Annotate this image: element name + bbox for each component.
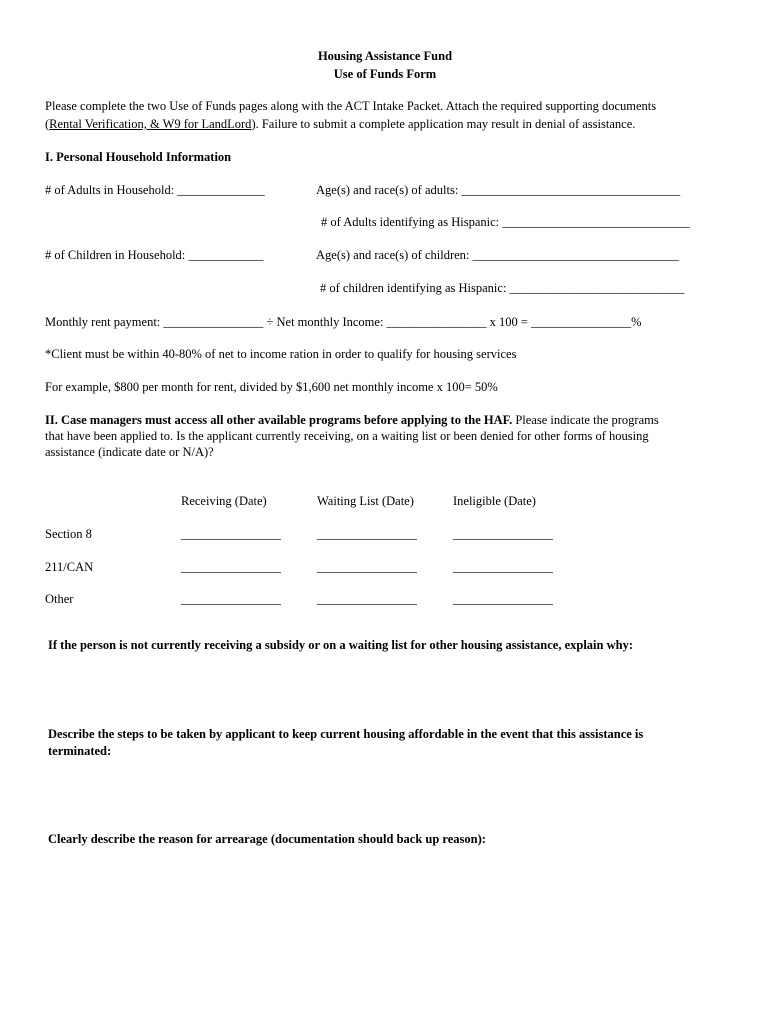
question-no-subsidy: If the person is not currently receiving a subsidy or on a waiting list for other housing assistance, explain why:: [48, 638, 633, 652]
column-waiting-list: Waiting List (Date): [317, 494, 414, 508]
supporting-docs-text: Rental Verification, & W9 for LandLord: [49, 117, 252, 131]
other-receiving-field[interactable]: ________________: [181, 592, 281, 606]
row-label-other: Other: [45, 592, 74, 606]
child-ages-field[interactable]: Age(s) and race(s) of children: _________________________________: [316, 248, 679, 262]
section-2-instructions: Please indicate the programs: [512, 413, 659, 427]
section-2-line-2: that have been applied to. Is the applicant currently receiving, on a waiting list or been denied for other forms of housing: [45, 429, 649, 443]
eligibility-note: *Client must be within 40-80% of net to income ration in order to qualify for housing services: [45, 347, 517, 361]
rent-ratio-formula[interactable]: Monthly rent payment: ________________ ÷ Net monthly Income: ________________ x 100 = ________________%: [45, 315, 642, 329]
row-label-section8: Section 8: [45, 527, 92, 541]
section-2-line-3: assistance (indicate date or N/A)?: [45, 445, 214, 459]
column-receiving: Receiving (Date): [181, 494, 267, 508]
form-title: Housing Assistance Fund: [317, 49, 453, 63]
section8-ineligible-field[interactable]: ________________: [453, 527, 553, 541]
column-ineligible: Ineligible (Date): [453, 494, 536, 508]
adult-ages-field[interactable]: Age(s) and race(s) of adults: ___________________________________: [316, 183, 681, 197]
question-arrearage: Clearly describe the reason for arrearage (documentation should back up reason):: [48, 832, 486, 846]
211can-ineligible-field[interactable]: ________________: [453, 560, 553, 574]
intro-open-paren: (: [45, 117, 50, 131]
adults-count-field[interactable]: # of Adults in Household: ______________: [45, 183, 265, 197]
211can-waiting-field[interactable]: ________________: [317, 560, 417, 574]
adult-hispanic-field[interactable]: # of Adults identifying as Hispanic: ______________________________: [321, 215, 690, 229]
section8-receiving-field[interactable]: ________________: [181, 527, 281, 541]
section-2-heading: II. Case managers must access all other available programs before applying to the HAF.: [45, 413, 513, 427]
intro-line-1: Please complete the two Use of Funds pages along with the ACT Intake Packet. Attach the required supporting documents: [45, 99, 657, 113]
section8-waiting-field[interactable]: ________________: [317, 527, 417, 541]
form-subtitle: Use of Funds Form: [333, 67, 437, 81]
child-hispanic-field[interactable]: # of children identifying as Hispanic: ____________________________: [320, 281, 685, 295]
intro-line-2: [45, 116, 635, 132]
section-1-heading: I. Personal Household Information: [45, 150, 232, 164]
question-affordability-line-1: Describe the steps to be taken by applicant to keep current housing affordable in the event that this assistance is: [48, 727, 644, 741]
other-waiting-field[interactable]: ________________: [317, 592, 417, 606]
intro-line-2-rest: ). Failure to submit a complete application may result in denial of assistance.: [251, 117, 636, 131]
211can-receiving-field[interactable]: ________________: [181, 560, 281, 574]
ratio-example: For example, $800 per month for rent, divided by $1,600 net monthly income x 100= 50%: [45, 380, 498, 394]
section-2-line-1: [45, 412, 659, 428]
row-label-211can: 211/CAN: [45, 560, 94, 574]
other-ineligible-field[interactable]: ________________: [453, 592, 553, 606]
children-count-field[interactable]: # of Children in Household: ____________: [45, 248, 264, 262]
question-affordability-line-2: terminated:: [48, 744, 112, 758]
